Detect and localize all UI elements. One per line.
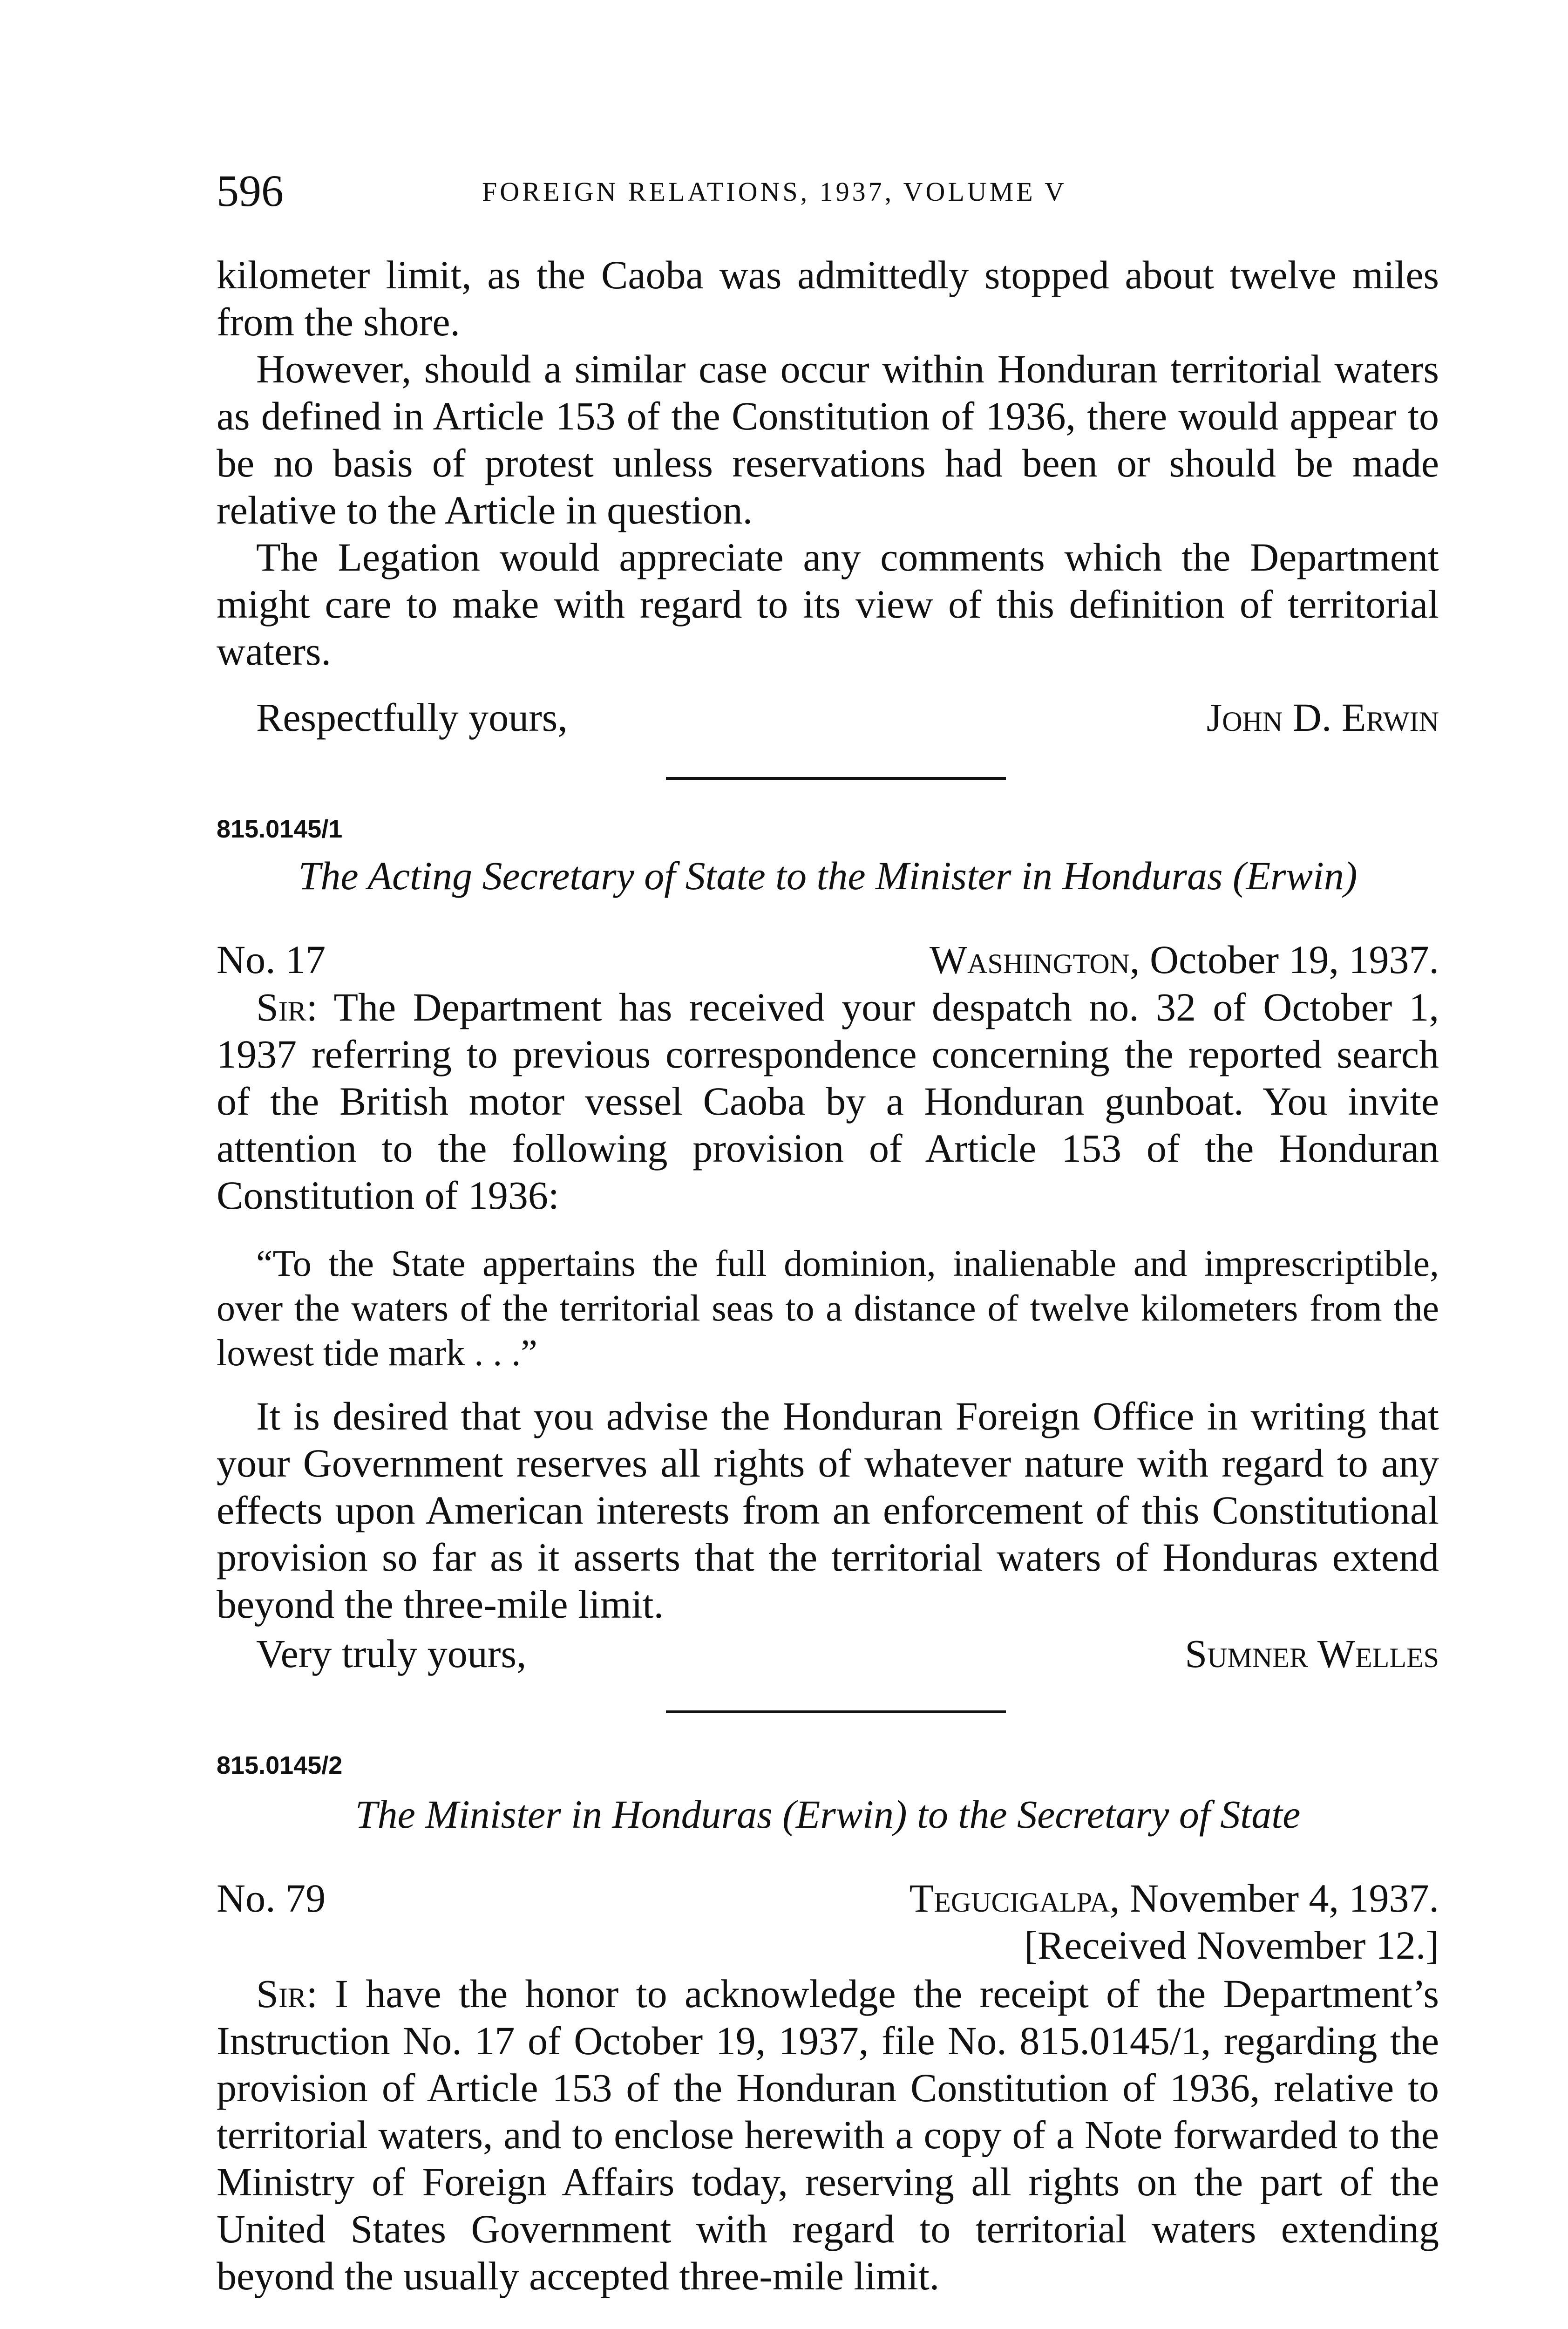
doc2-paragraph-text: The Department has received your despatch no. 32 of October 1, 1937 referring to previous correspondence concerning the reported search of the British motor vessel Caoba by a Honduran gunboat. You invite attention to the following provision of Article 153 of the Honduran Constitution of 1936: <box>217 985 1439 1218</box>
file-number: 815.0145/1 <box>217 815 343 843</box>
document-number: No. 79 <box>217 1876 326 1920</box>
signature: John D. Erwin <box>1206 695 1439 740</box>
doc1-body <box>217 252 1439 675</box>
doc2-paragraph: It is desired that you advise the Honduran Foreign Office in writing that your Government reserves all rights of whatever nature with regard to any effects upon American interests from an enforcement of this Constitutional provision so far as it asserts that the territorial waters of Honduras extend beyond the three-mile limit. <box>217 1394 1439 1627</box>
salutation: Sir: <box>256 1971 318 2016</box>
closing-text: Respectfully yours, <box>256 695 568 740</box>
running-head: FOREIGN RELATIONS, 1937, VOLUME V <box>482 177 1067 207</box>
doc2-closing-row <box>217 1630 1439 1677</box>
quotation-text: “To the State appertains the full dominion, inalienable and imprescriptible, over the waters of the territorial seas to a distance of twelve kilometers from the lowest tide mark . . .” <box>217 1243 1439 1374</box>
document-heading: The Minister in Honduras (Erwin) to the Secretary of State <box>355 1792 1301 1837</box>
document-number: No. 17 <box>217 937 326 982</box>
dateline-date: October 19, 1937. <box>1150 937 1439 982</box>
doc1-continuation: kilometer limit, as the Caoba was admittedly stopped about twelve miles from the shore. <box>217 252 1439 344</box>
doc3-received-row <box>217 1922 1439 1969</box>
document-heading: The Acting Secretary of State to the Minister in Honduras (Erwin) <box>298 853 1358 898</box>
dateline <box>930 936 1439 983</box>
closing-text: Very truly yours, <box>256 1631 527 1676</box>
page-number: 596 <box>217 166 284 216</box>
doc2-body-2 <box>217 1393 1439 1628</box>
page-header <box>217 165 1439 217</box>
dateline-date: November 4, 1937. <box>1130 1876 1439 1920</box>
doc3-dateline <box>217 1875 1439 1922</box>
doc2-body <box>217 984 1439 1219</box>
signature: Sumner Welles <box>1185 1631 1439 1676</box>
doc2-paragraph <box>217 984 1439 1219</box>
file-number: 815.0145/2 <box>217 1751 343 1779</box>
dateline-place: Washington, <box>929 937 1140 982</box>
doc1-closing-row <box>217 694 1439 741</box>
doc3-paragraph <box>217 1970 1439 2300</box>
doc3-paragraph-text: I have the honor to acknowledge the receipt of the Department’s Instruction No. 17 of October 19, 1937, file No. 815.0145/1, regarding the provision of Article 153 of the Honduran Constitution of 1936, relative to territorial waters, and to enclose herewith a copy of a Note forwarded to the Ministry of Foreign Affairs today, reserving all rights on the part of the United States Government with regard to territorial waters extending beyond the usually accepted three-mile limit. <box>217 1971 1439 2298</box>
doc1-paragraph: The Legation would appreciate any comments which the Department might care to make with regard to its view of this definition of territorial waters. <box>217 535 1439 674</box>
dateline <box>910 1875 1439 1922</box>
quotation-block <box>217 1241 1439 1376</box>
dateline-place: Tegucigalpa, <box>909 1876 1120 1920</box>
received-note: [Received November 12.] <box>1024 1923 1439 1968</box>
salutation: Sir: <box>256 985 318 1029</box>
doc3-body <box>217 1970 1439 2300</box>
doc1-paragraph: However, should a similar case occur within Honduran territorial waters as defined in Article 153 of the Constitution of 1936, there would appear to be no basis of protest unless reservations had been or should be made relative to the Article in question. <box>217 347 1439 532</box>
section-divider <box>666 777 1006 780</box>
doc2-dateline <box>217 936 1439 983</box>
section-divider <box>666 1710 1006 1713</box>
